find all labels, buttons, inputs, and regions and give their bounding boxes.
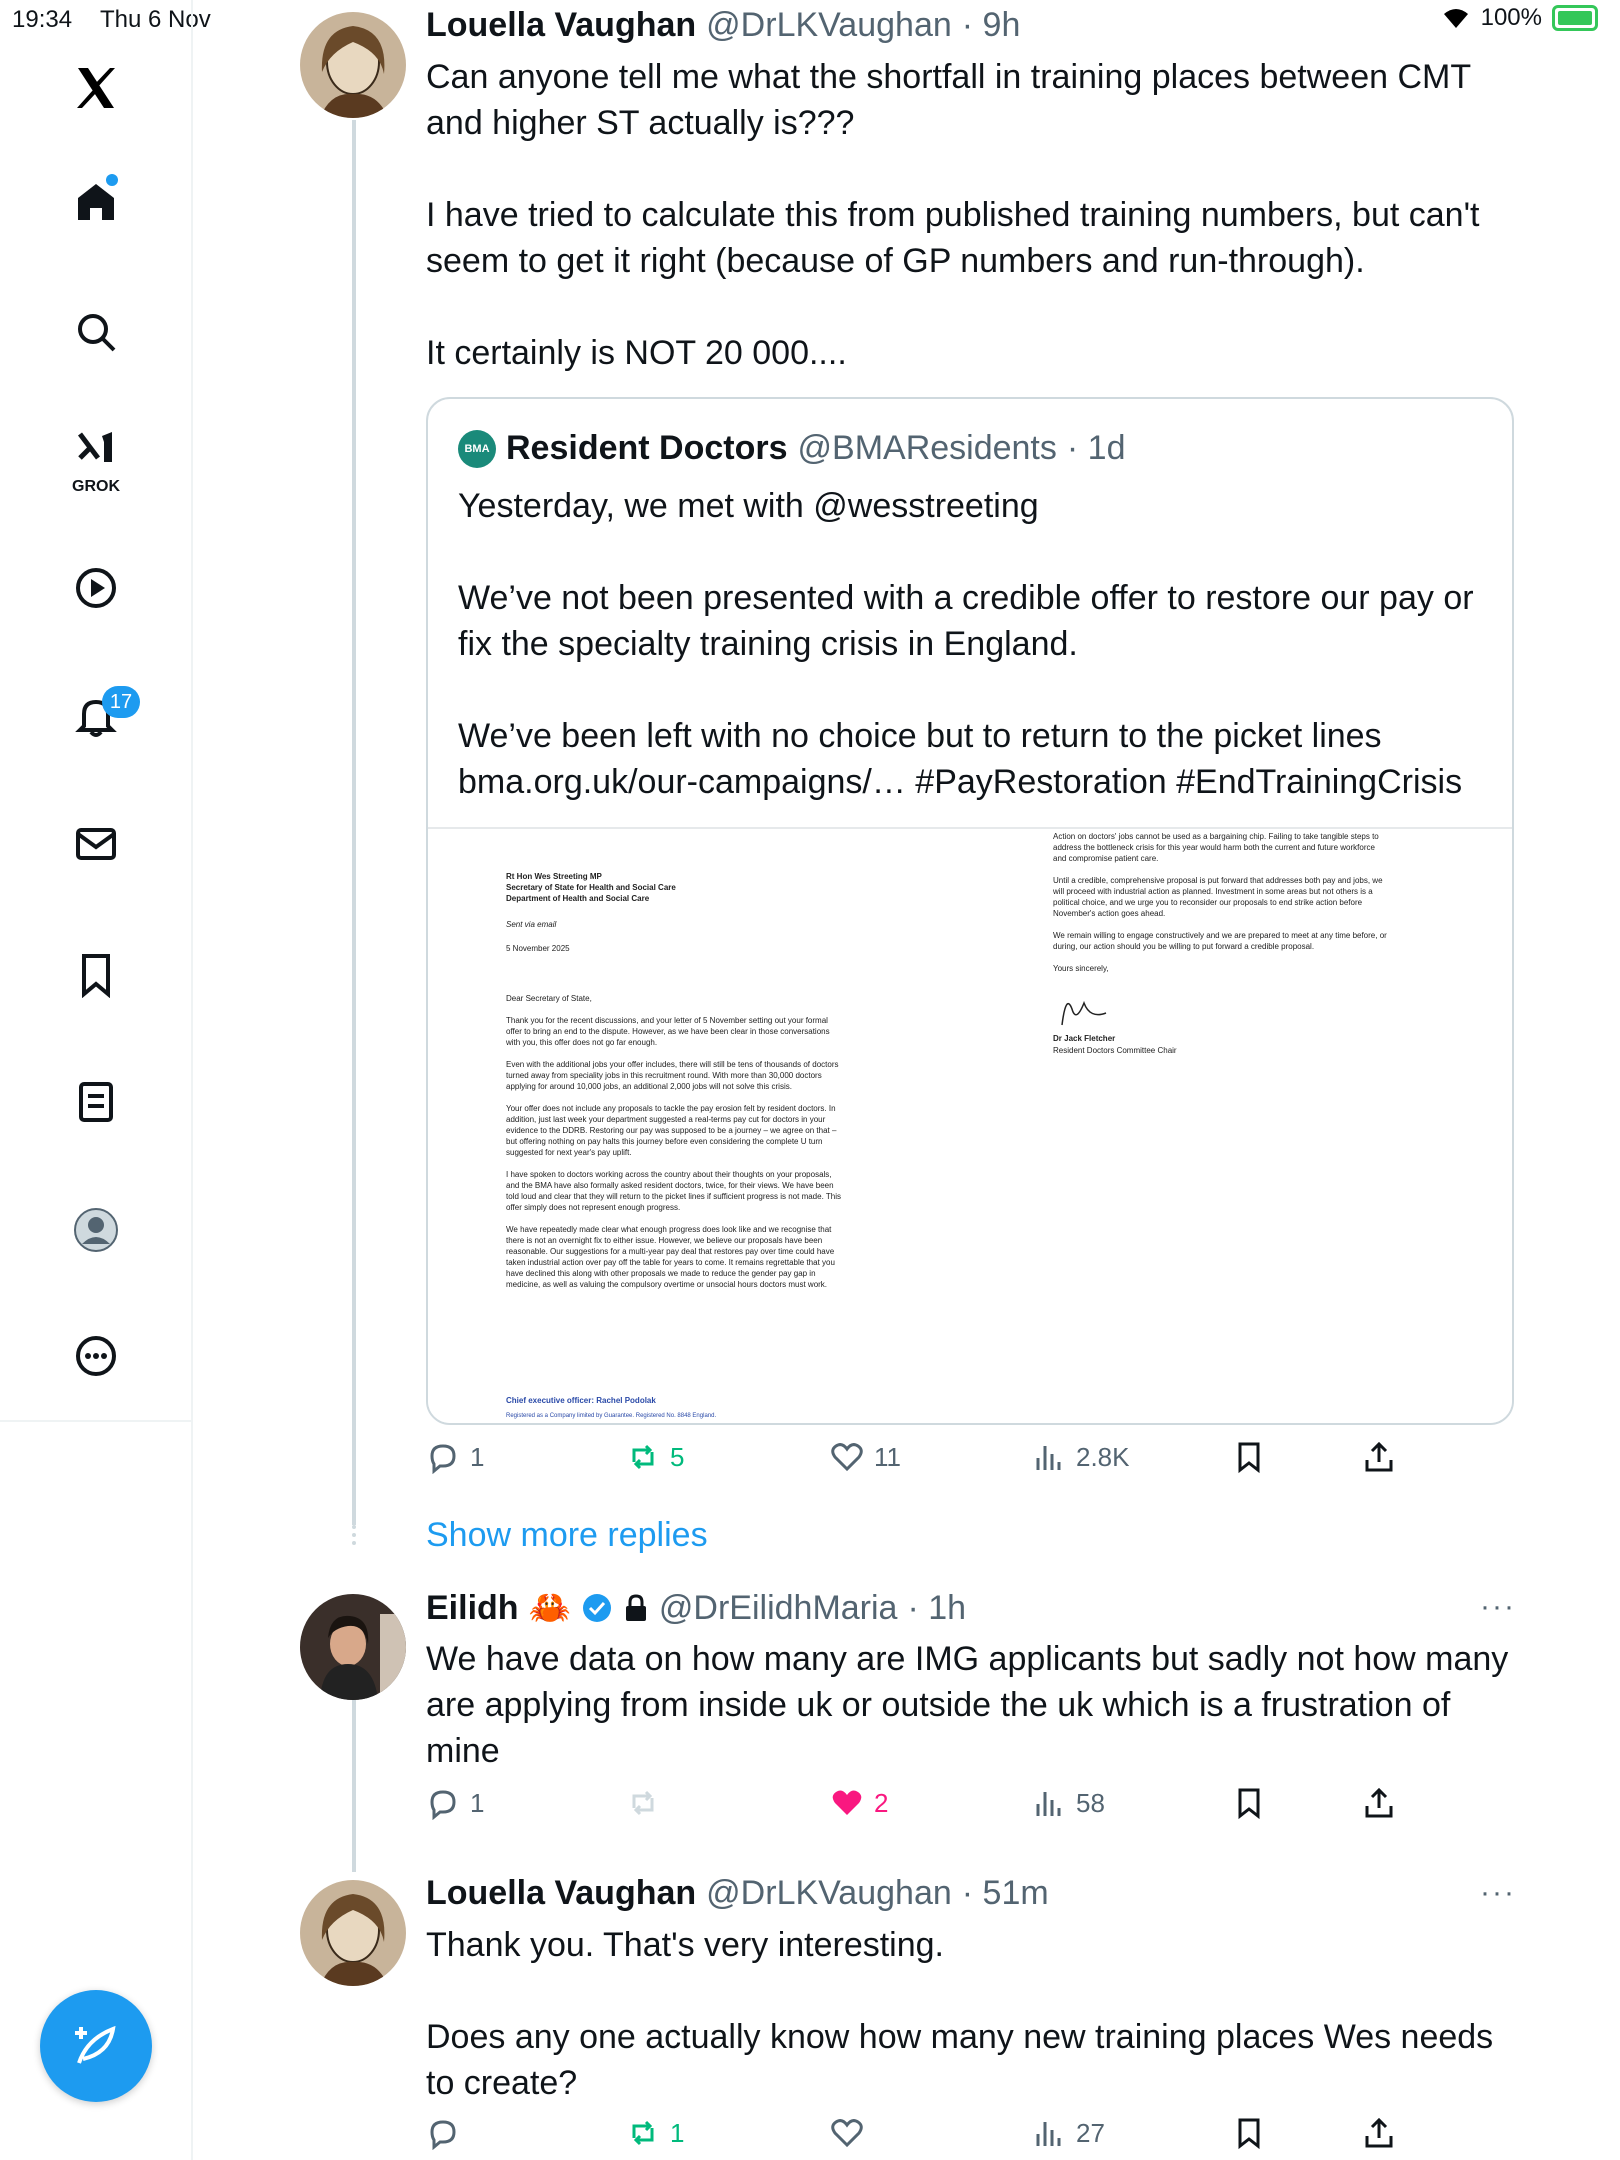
- share-button[interactable]: [1362, 2116, 1396, 2150]
- status-right: [1441, 4, 1598, 32]
- post-actions: [426, 2116, 1526, 2160]
- compose-post-button[interactable]: [40, 1990, 152, 2102]
- views-count: 2.8K: [1076, 1441, 1130, 1472]
- letter-footer-registration: Registered as a Company limited by Guarantee. Registered No. 8848 England.: [506, 1413, 717, 1419]
- crab-emoji: 🦀: [528, 1589, 571, 1627]
- repost-button[interactable]: [626, 1786, 670, 1820]
- thread-line-dotted: [352, 1525, 356, 1545]
- share-icon: [1362, 1786, 1396, 1820]
- reply-icon: [426, 2116, 460, 2150]
- post-more-menu-button[interactable]: ···: [1480, 1590, 1516, 1623]
- author-name[interactable]: Louella Vaughan: [426, 1874, 697, 1912]
- letter-date: 5 November 2025: [506, 944, 570, 953]
- wifi-icon: [1441, 6, 1471, 30]
- list-icon[interactable]: [66, 1072, 126, 1132]
- quote-time: · 1d: [1066, 429, 1126, 467]
- post-actions: [426, 1440, 1526, 1490]
- repost-icon: [626, 1786, 660, 1820]
- author-name[interactable]: Louella Vaughan: [426, 6, 697, 44]
- share-button[interactable]: [1362, 1786, 1396, 1820]
- quote-author-name: Resident Doctors: [506, 429, 788, 467]
- views-button[interactable]: [1032, 1786, 1105, 1820]
- post-time[interactable]: · 9h: [961, 6, 1021, 44]
- letter-signer: Dr Jack Fletcher: [1053, 1034, 1116, 1043]
- verified-badge-icon: [581, 1592, 613, 1624]
- bookmark-icon: [1232, 2116, 1266, 2150]
- quote-header: [458, 429, 1125, 468]
- post-header: [426, 1588, 966, 1628]
- post-actions: [426, 1786, 1526, 1836]
- reply-icon: [426, 1786, 460, 1820]
- home-unread-dot: [106, 174, 118, 186]
- post-text: Can anyone tell me what the shortfall in training places between CMT and higher ST actually is??? I have tried to calculate this from published training numbers, but can't seem to get it right (because of GP numbers and run-through). It certainly is NOT 20 000....: [426, 58, 1480, 372]
- battery-percent: 100%: [1480, 4, 1542, 31]
- heart-icon: [830, 2116, 864, 2150]
- play-icon[interactable]: [66, 558, 126, 618]
- repost-count: 5: [670, 1441, 685, 1472]
- like-count: 2: [874, 1787, 889, 1818]
- views-count: 58: [1076, 1787, 1105, 1818]
- thread-line-middle: [352, 1700, 356, 1872]
- letter-footer: Chief executive officer: Rachel Podolak: [506, 1396, 656, 1405]
- compose-icon: [69, 2019, 123, 2073]
- share-icon: [1362, 2116, 1396, 2150]
- post-header: [426, 6, 1020, 45]
- heart-icon: [830, 1786, 864, 1820]
- bookmark-icon: [1232, 1786, 1266, 1820]
- reply-count: 1: [470, 1441, 485, 1472]
- views-button[interactable]: [1032, 2116, 1105, 2150]
- mail-icon[interactable]: [66, 814, 126, 874]
- bookmark-button[interactable]: [1232, 1440, 1266, 1474]
- views-icon: [1032, 1786, 1066, 1820]
- reply-icon: [426, 1440, 460, 1474]
- reply-button[interactable]: [426, 2116, 470, 2150]
- quote-text: Yesterday, we met with @wesstreeting We’ve not been presented with a credible offer to restore our pay or fix the specialty training crisis in England. We’ve been left with no choice but to return to the picket lines bma.org.uk/our-campaigns/… #PayRestoration #EndTrainingCrisis: [458, 487, 1474, 801]
- avatar[interactable]: [300, 12, 406, 118]
- sidebar-divider: [0, 1420, 193, 1422]
- post-header: [426, 1874, 1049, 1913]
- letter-sent: Sent via email: [506, 920, 557, 929]
- more-icon[interactable]: [66, 1326, 126, 1386]
- heart-icon: [830, 1440, 864, 1474]
- thread-line-top: [352, 120, 356, 1525]
- avatar[interactable]: [300, 1880, 406, 1986]
- repost-count: 1: [670, 2117, 685, 2148]
- bma-logo: BMA: [458, 430, 496, 468]
- author-handle[interactable]: @DrEilidhMaria: [658, 1588, 898, 1627]
- status-date: Thu 6 Nov: [100, 6, 211, 33]
- bookmark-icon[interactable]: [66, 944, 126, 1004]
- quoted-post[interactable]: [426, 397, 1514, 1425]
- repost-button[interactable]: [626, 1440, 684, 1474]
- post-time[interactable]: · 51m: [961, 1874, 1049, 1912]
- views-icon: [1032, 1440, 1066, 1474]
- letter-body-left: Dear Secretary of State, Thank you for the recent discussions, and your letter of 5 November setting out your formal offer to bring an end to the dispute. However, as we have been clear in those conversations with you, this offer does not go far enough. Even with the additional jobs your offer includes, there will still be tens of thousands of doctors turned away from speciality jobs in this recruitment round. With more than 30,000 doctors applying for around 10,000 jobs, an additional 2,000 jobs will not solve this crisis. Your offer does not include any proposals to tackle the pay erosion felt by resident doctors. In addition, just last week your department suggested a real-terms pay cut for doctors in your evidence to the DDRB. Restoring our pay was supposed to be a journey – we agree on that – but offering nothing on pay halts this journey before even considering the complete U turn suggested for next year's pay uplift. I have spoken to doctors working across the country about their thoughts on your proposals, and the BMA have also formally asked resident doctors, twice, for their views. We have been told loud and clear that they will return to the picket lines if sufficient progress is not made. This offer simply does not represent enough progress. We have repeatedly made clear what enough progress does look like and we recognise that there is not an overnight fix to either issue. However, we believe our proposals have been reasonable. Our suggestions for a multi-year pay deal that restores pay over time could have taken industrial action over pay off the table for years to come. It remains regrettable that you have declined this along with other proposals we made to reduce the gender pay gap in medicine, as well as valuing the compulsory overtime or unsocial hours doctors must work.: [506, 994, 841, 1289]
- author-handle[interactable]: @DrLKVaughan: [706, 1874, 952, 1912]
- views-icon: [1032, 2116, 1066, 2150]
- share-icon: [1362, 1440, 1396, 1474]
- repost-icon: [626, 1440, 660, 1474]
- repost-icon: [626, 2116, 660, 2150]
- profile-icon[interactable]: [66, 1200, 126, 1260]
- like-count: 11: [874, 1441, 901, 1472]
- post-time[interactable]: · 1h: [907, 1588, 967, 1627]
- lock-icon: [623, 1593, 649, 1623]
- sidebar-nav: [0, 0, 193, 2160]
- bookmark-button[interactable]: [1232, 1786, 1266, 1820]
- like-button[interactable]: [830, 1440, 901, 1474]
- reply-button[interactable]: [426, 1786, 484, 1820]
- letter-signer-title: Resident Doctors Committee Chair: [1053, 1046, 1177, 1055]
- views-button[interactable]: [1032, 1440, 1130, 1474]
- like-button[interactable]: [830, 2116, 874, 2150]
- share-button[interactable]: [1362, 1440, 1396, 1474]
- letter-body-right: Action on doctors' jobs cannot be used as a bargaining chip. Failing to take tangible steps to address the bottleneck crisis for this year would harm both the current and future workforce and compromise patient care. Until a credible, comprehensive proposal is put forward that addresses both pay and jobs, we will proceed with industrial action as planned. Investment in some areas but not others is a political choice, and we urge you to reconsider our proposals to end strike action before November's action goes ahead. We remain willing to engage constructively and we are prepared to meet at any time before, or during, our action should you be willing to put forward a credible proposal. Yours sincerely,: [1053, 832, 1387, 973]
- bookmark-button[interactable]: [1232, 2116, 1266, 2150]
- search-icon[interactable]: [66, 302, 126, 362]
- avatar[interactable]: [300, 1594, 406, 1700]
- author-name[interactable]: Eilidh: [426, 1588, 519, 1627]
- reply-button[interactable]: [426, 1440, 484, 1474]
- notification-badge: 17: [102, 686, 140, 718]
- repost-button[interactable]: [626, 2116, 684, 2150]
- letter-address: Rt Hon Wes Streeting MP Secretary of State for Health and Social Care Department of Health and Social Care: [506, 872, 676, 903]
- quote-author-handle: @BMAResidents: [797, 429, 1057, 467]
- letter-image[interactable]: [428, 827, 1514, 1425]
- bookmark-icon: [1232, 1440, 1266, 1474]
- views-count: 27: [1076, 2117, 1105, 2148]
- post-text: Thank you. That's very interesting. Does any one actually know how many new training places Wes needs to create?: [426, 1926, 1494, 2102]
- post-text: We have data on how many are IMG applicants but sadly not how many are applying from inside uk or outside the uk which is a frustration of mine: [426, 1640, 1518, 1770]
- battery-icon: [1552, 5, 1598, 31]
- post-more-menu-button[interactable]: ···: [1480, 1876, 1516, 1909]
- reply-count: 1: [470, 1787, 485, 1818]
- status-time: 19:34: [12, 6, 73, 33]
- grok-label: GROK: [72, 478, 120, 495]
- grok-icon[interactable]: [66, 422, 126, 482]
- author-handle[interactable]: @DrLKVaughan: [706, 6, 952, 44]
- show-more-replies-link[interactable]: Show more replies: [426, 1516, 708, 1554]
- like-button[interactable]: [830, 1786, 888, 1820]
- signature-icon: [1056, 989, 1116, 1029]
- x-logo-icon[interactable]: [66, 58, 126, 118]
